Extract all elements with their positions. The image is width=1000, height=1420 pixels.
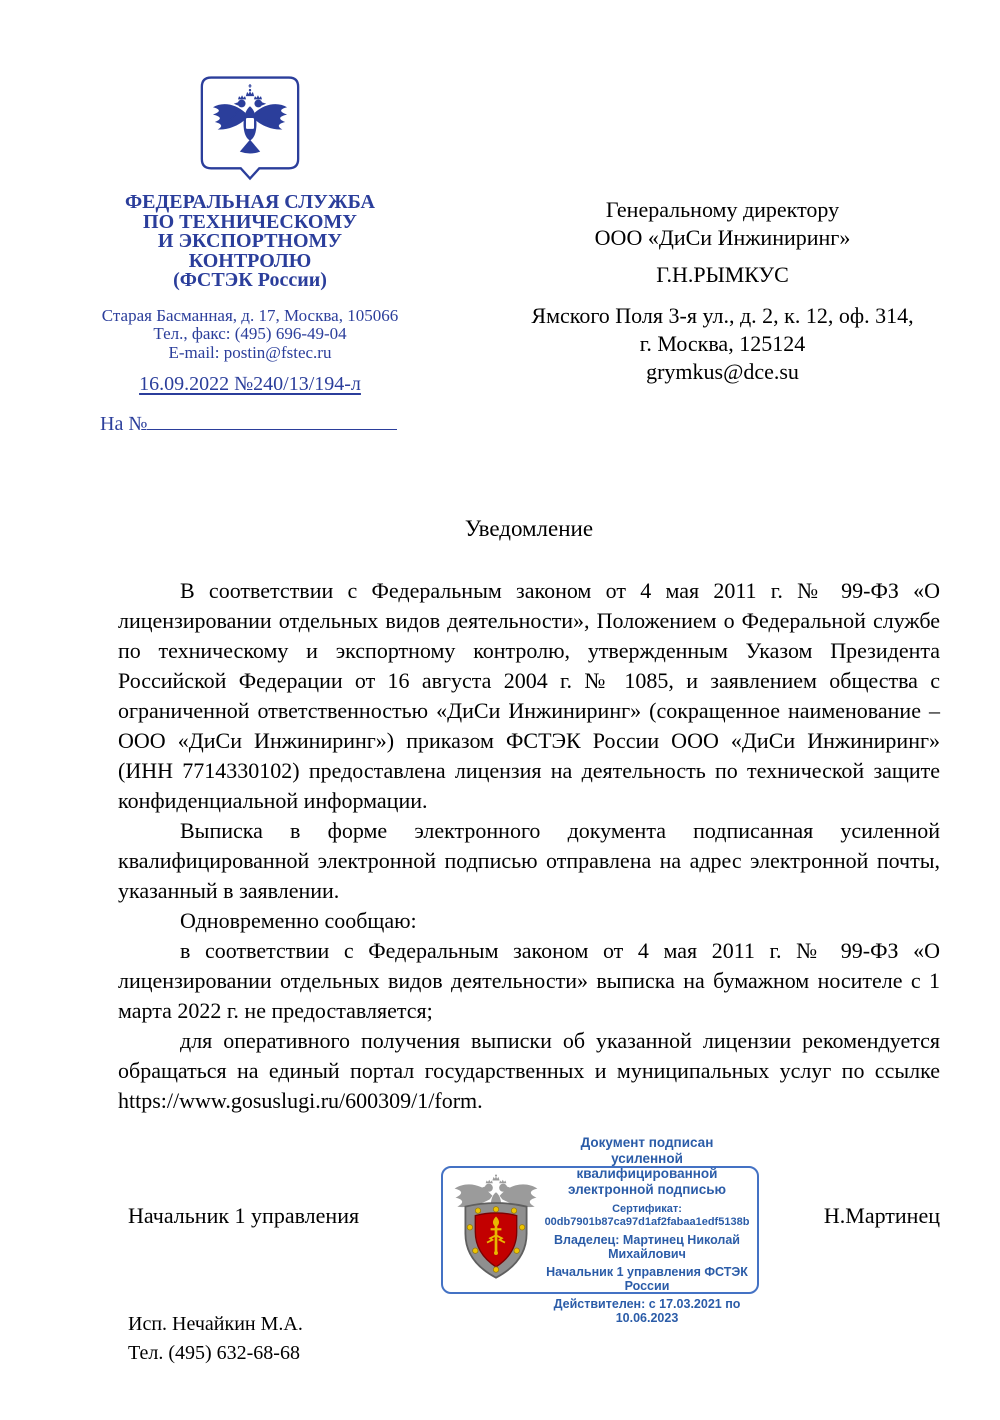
addressee-company: ООО «ДиСи Инжиниринг» <box>594 225 851 250</box>
org-phone: Тел., факс: (495) 696-49-04 <box>153 324 347 343</box>
executor-phone: Тел. (495) 632-68-68 <box>128 1342 300 1364</box>
letter-body <box>118 514 940 1116</box>
stamp-title-line: электронной подписью <box>567 1181 727 1197</box>
addressee-street: Ямского Поля 3-я ул., д. 2, к. 12, оф. 314, <box>531 303 914 328</box>
addressee-name: Г.Н.РЫМКУС <box>656 262 789 287</box>
stamp-owner: Владелец: Мартинец Николай Михайлович <box>553 1233 740 1261</box>
stamp-certificate: Сертификат: 00db7901b87ca97d1af2fabaa1edf5138b <box>544 1203 750 1228</box>
russia-coat-of-arms-icon <box>200 75 300 182</box>
org-name-line: (ФСТЭК России) <box>173 269 327 291</box>
body-paragraph: в соответствии с Федеральным законом от 4 мая 2011 г. № 99-ФЗ «О лицензировании отдельных видов деятельности» выписка на бумажном носителе с 1 марта 2022 г. не предоставляется; <box>118 938 940 1023</box>
stamp-title-line: Документ подписан <box>580 1135 714 1150</box>
org-name <box>95 193 405 291</box>
signatory-position: Начальник 1 управления <box>128 1203 360 1228</box>
org-address: Старая Басманная, д. 17, Москва, 105066 <box>101 305 399 325</box>
incoming-ref-prefix: На № <box>100 413 148 435</box>
addressee-email: grymkus@dce.su <box>646 359 799 384</box>
digital-signature-stamp <box>441 1135 759 1325</box>
incoming-ref-blank <box>147 411 397 430</box>
body-paragraph: для оперативного получения выписки об указанной лицензии рекомендуется обращаться на единый портал государственных и муниципальных услуг по ссылке https://www.gosuslugi.ru/600309/1/form. <box>118 1028 940 1113</box>
executor-name: Исп. Нечайкин М.А. <box>128 1313 303 1335</box>
org-email: E-mail: postin@fstec.ru <box>168 342 332 362</box>
stamp-text <box>541 1133 757 1327</box>
org-name-line: ПО ТЕХНИЧЕСКОМУ <box>143 210 357 233</box>
body-paragraph: В соответствии с Федеральным законом от 4 мая 2011 г. № 99-ФЗ «О лицензировании отдельных видов деятельности», Положением о Федеральной службе по техническому и экспортному контролю, утвержденным Указом Президента Российской Федерации от 16 августа 2004 г. № 1085, и заявлением общества с ограниченной ответственностью «ДиСи Инжиниринг» (сокращенное наименование – ООО «ДиСи Инжиниринг») приказом ФСТЭК России ООО «ДиСи Инжиниринг» (ИНН 7714330102) предоставлена лицензия на деятельность по технической защите конфиденциальной информации. <box>118 578 940 813</box>
stamp-title <box>543 1135 751 1197</box>
incoming-ref-line <box>95 411 405 436</box>
org-name-line: ФЕДЕРАЛЬНАЯ СЛУЖБА <box>125 191 375 213</box>
signatory-name: Н.Мартинец <box>823 1203 940 1228</box>
stamp-owner-position: Начальник 1 управления ФСТЭК России <box>546 1265 748 1293</box>
outgoing-date-number: 16.09.2022 №240/13/194-л <box>139 373 361 395</box>
body-paragraph: Выписка в форме электронного документа подписанная усиленной квалифицированной электронной подписью отправлена на адрес электронной почты, указанный в заявлении. <box>118 818 940 903</box>
letterhead <box>95 75 405 436</box>
org-contacts <box>95 307 405 363</box>
document-title: Уведомление <box>464 516 594 541</box>
addressee-city: г. Москва, 125124 <box>639 331 806 356</box>
org-name-line: И ЭКСПОРТНОМУ <box>157 230 343 252</box>
addressee-title: Генеральному директору <box>605 197 840 222</box>
addressee-block <box>490 196 955 386</box>
org-name-line: КОНТРОЛЮ <box>188 249 312 272</box>
body-paragraph: Одновременно сообщаю: <box>180 908 417 933</box>
stamp-title-line: усиленной квалифицированной <box>576 1150 718 1181</box>
executor-block <box>128 1310 303 1368</box>
stamp-validity: Действителен: с 17.03.2021 по 10.06.2023 <box>553 1297 741 1325</box>
fstec-emblem-icon <box>451 1174 541 1286</box>
